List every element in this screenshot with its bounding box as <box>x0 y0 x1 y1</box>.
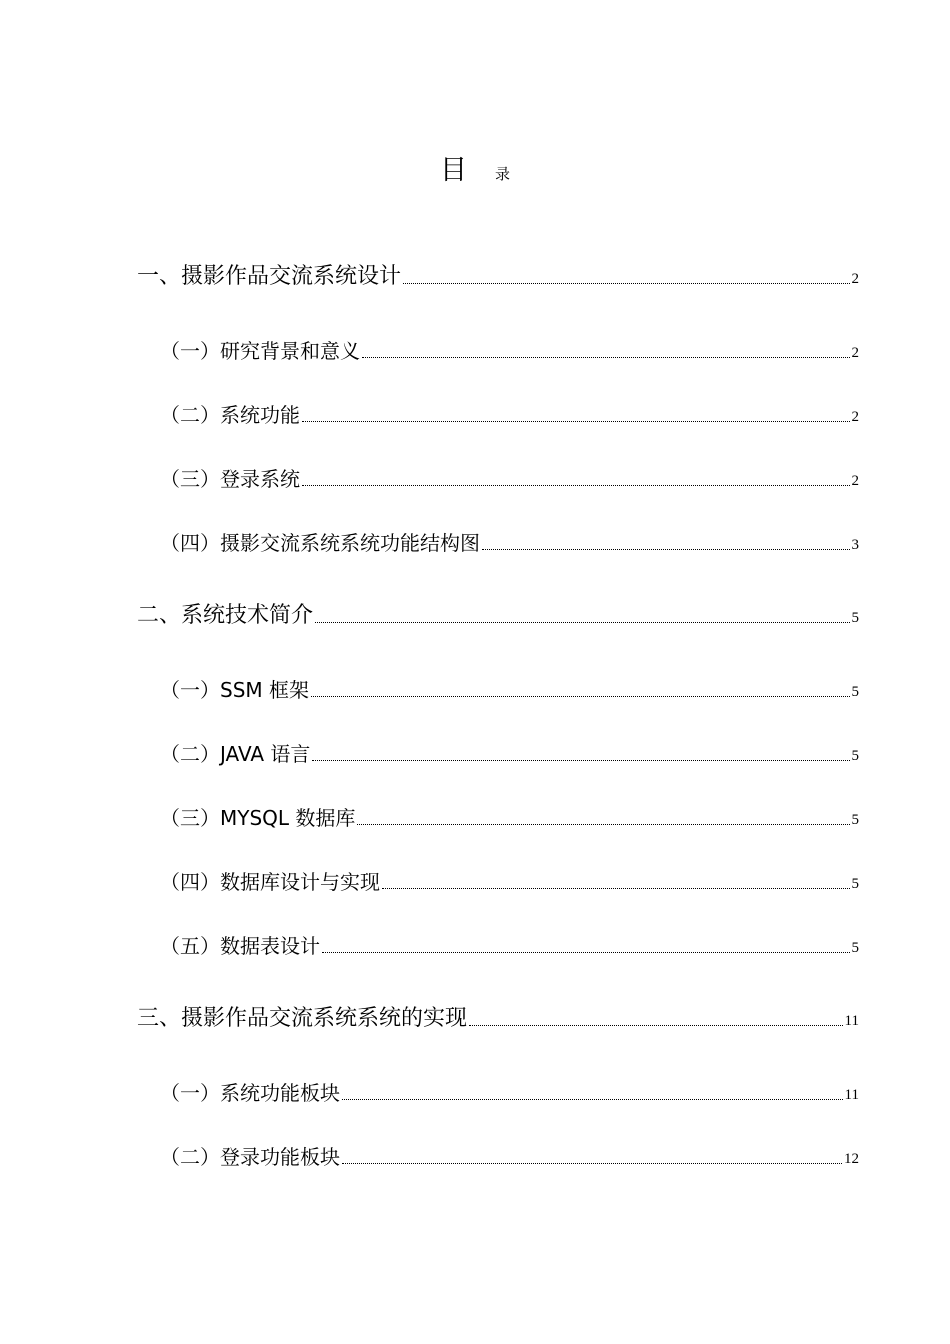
toc-entry-label: 三、摄影作品交流系统系统的实现 <box>137 1006 468 1031</box>
toc-leader <box>322 951 850 953</box>
toc-entry[interactable] <box>160 929 859 959</box>
toc-entry[interactable] <box>160 737 859 767</box>
toc-entry-label: 一、摄影作品交流系统设计 <box>137 264 402 289</box>
toc-entry[interactable] <box>160 801 859 831</box>
toc-entry[interactable] <box>160 526 859 556</box>
toc-entry-page: 2 <box>851 409 859 425</box>
toc-entry[interactable] <box>137 599 859 629</box>
toc-entry-page: 3 <box>851 537 859 553</box>
toc-entry-label: （三）MYSQL 数据库 <box>160 806 356 830</box>
toc-leader <box>357 823 849 825</box>
toc-leader <box>382 887 850 889</box>
toc-entry[interactable] <box>160 398 859 428</box>
toc-entry-label: （二）登录功能板块 <box>160 1145 340 1169</box>
toc-entry[interactable] <box>160 865 859 895</box>
toc-entry-page: 5 <box>851 610 859 626</box>
toc-entry-page: 5 <box>851 876 859 892</box>
toc-leader <box>302 420 850 422</box>
toc-leader <box>342 1098 843 1100</box>
toc-entry[interactable] <box>137 1002 859 1032</box>
toc-leader <box>312 759 849 761</box>
toc-leader <box>315 621 849 623</box>
toc-entry[interactable] <box>160 334 859 364</box>
toc-leader <box>362 356 850 358</box>
toc-entry-label: （五）数据表设计 <box>160 934 320 958</box>
toc-leader <box>311 695 849 697</box>
toc-leader <box>469 1024 843 1026</box>
toc-entry-page: 5 <box>851 940 859 956</box>
toc-entry-label: （一）系统功能板块 <box>160 1081 340 1105</box>
toc-leader <box>482 548 850 550</box>
toc-entry-page: 5 <box>851 684 859 700</box>
toc-entry-page: 5 <box>851 812 859 828</box>
toc-entry-page: 11 <box>844 1013 859 1029</box>
toc-entry[interactable] <box>160 462 859 492</box>
toc-entry-page: 2 <box>851 345 859 361</box>
toc-entry-label: （四）数据库设计与实现 <box>160 870 380 894</box>
toc-entry-label: （一）研究背景和意义 <box>160 339 360 363</box>
toc-entry-label: 二、系统技术简介 <box>137 603 314 628</box>
toc-entry-page: 2 <box>851 473 859 489</box>
toc-leader <box>403 282 849 284</box>
toc-entry-page: 11 <box>844 1087 859 1103</box>
toc-entry-label: （三）登录系统 <box>160 467 300 491</box>
toc-entry[interactable] <box>137 260 859 290</box>
toc-entry-page: 12 <box>844 1151 859 1167</box>
toc-title-main: 目 <box>439 155 467 186</box>
toc-entry-label: （一）SSM 框架 <box>160 678 310 702</box>
toc-leader <box>302 484 850 486</box>
toc-leader <box>342 1162 842 1164</box>
toc-entry[interactable] <box>160 1140 859 1170</box>
toc-entry-label: （四）摄影交流系统系统功能结构图 <box>160 531 480 555</box>
toc-entry-page: 2 <box>851 271 859 287</box>
toc-entry-label: （二）系统功能 <box>160 403 300 427</box>
toc-entry-label: （二）JAVA 语言 <box>160 742 311 766</box>
toc-title-sub: 录 <box>494 165 510 183</box>
toc-entry[interactable] <box>160 673 859 703</box>
toc-entry[interactable] <box>160 1076 859 1106</box>
toc-entry-page: 5 <box>851 748 859 764</box>
